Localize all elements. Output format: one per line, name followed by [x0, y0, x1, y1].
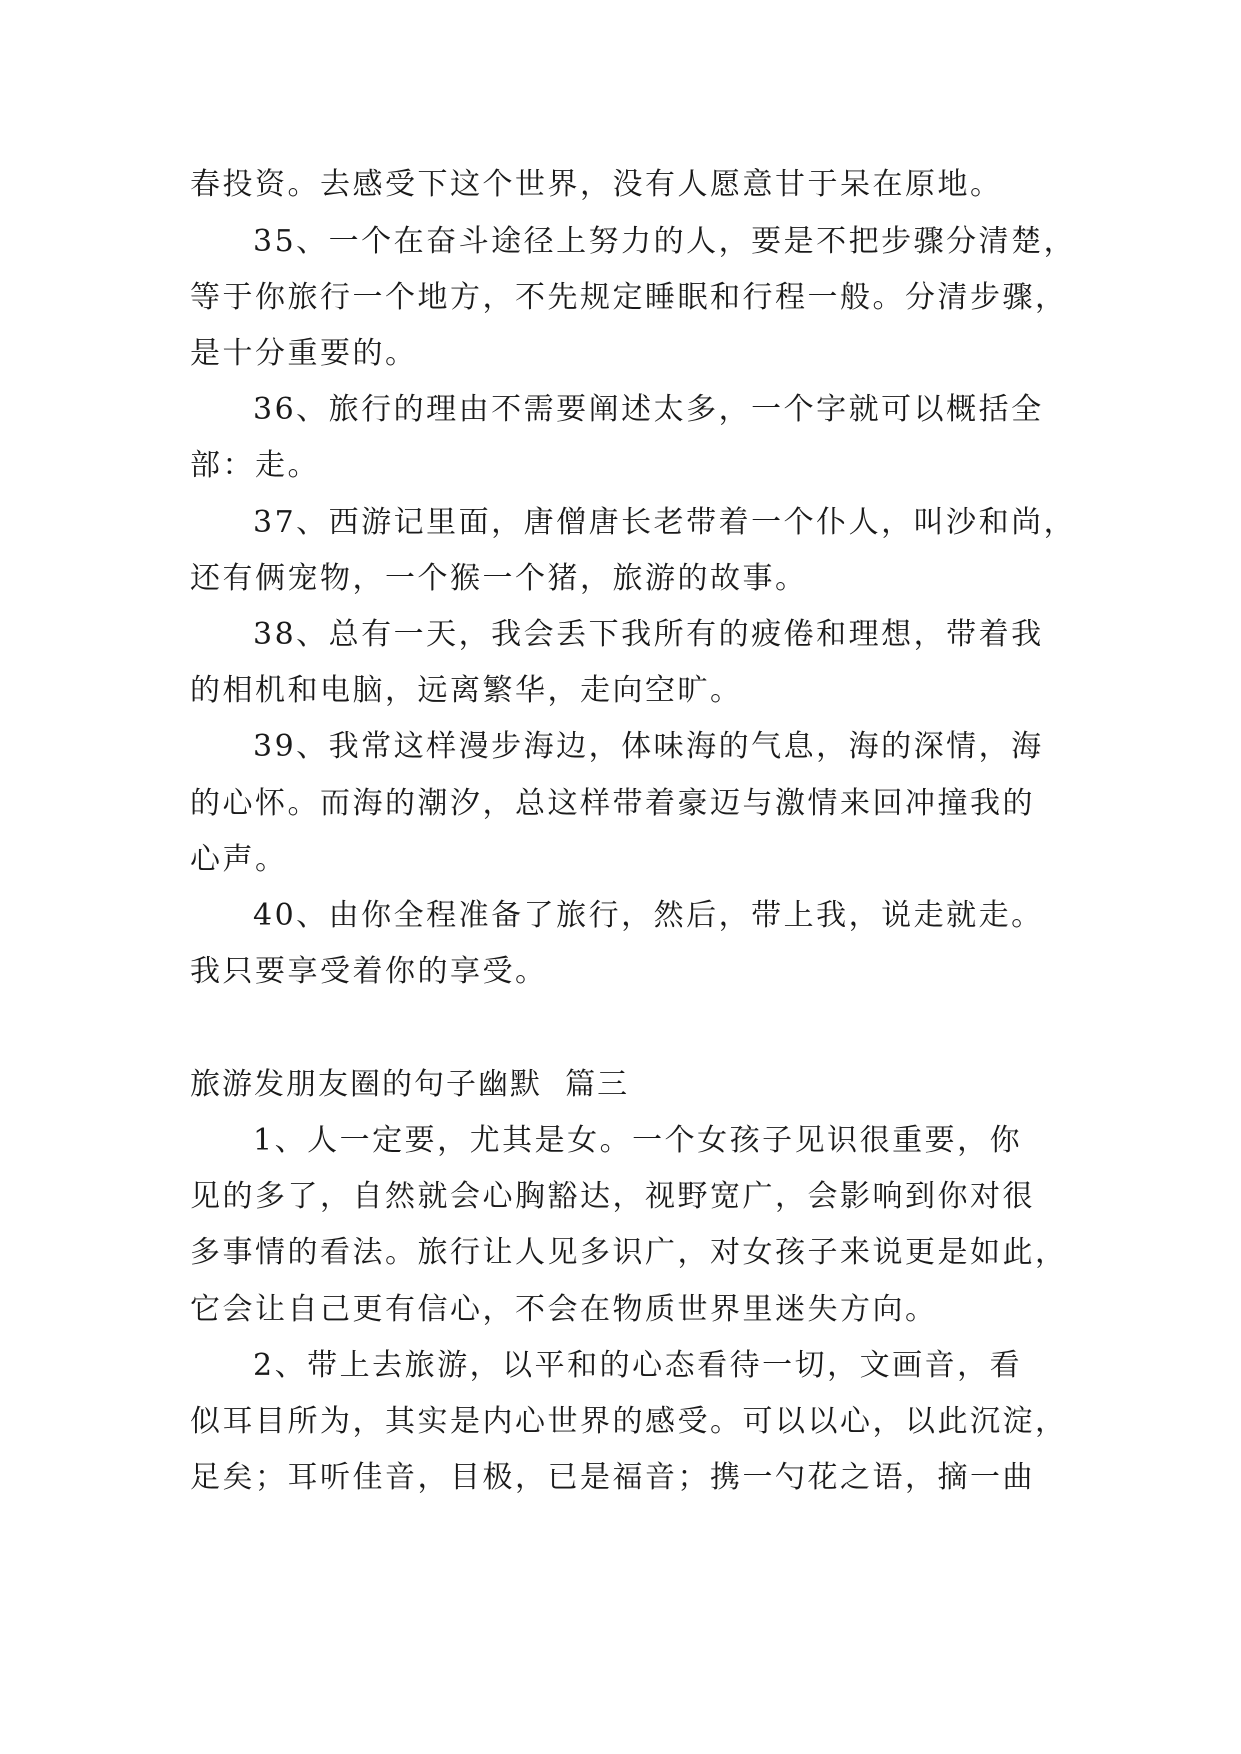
text-line: 部：走。 [190, 448, 320, 483]
list-item-1: 1、人一定要，尤其是女。一个女孩子见识很重要，你 [253, 1123, 1023, 1158]
text-line: 的相机和电脑，远离繁华，走向空旷。 [190, 673, 743, 708]
text-line: 多事情的看法。旅行让人见多识广，对女孩子来说更是如此， [190, 1235, 1068, 1270]
list-item-37: 37、西游记里面，唐僧唐长老带着一个仆人，叫沙和尚， [253, 505, 1077, 540]
text-line: 它会让自己更有信心，不会在物质世界里迷失方向。 [190, 1292, 938, 1327]
list-item-38: 38、总有一天，我会丢下我所有的疲倦和理想，带着我 [253, 617, 1044, 652]
text-line: 等于你旅行一个地方，不先规定睡眠和行程一般。分清步骤， [190, 280, 1068, 315]
text-line: 似耳目所为，其实是内心世界的感受。可以以心，以此沉淀， [190, 1404, 1068, 1439]
text-line: 见的多了，自然就会心胸豁达，视野宽广，会影响到你对很 [190, 1179, 1035, 1214]
list-item-39: 39、我常这样漫步海边，体味海的气息，海的深情，海 [253, 729, 1044, 764]
list-item-2: 2、带上去旅游，以平和的心态看待一切，文画音，看 [253, 1348, 1023, 1383]
text-line: 心声。 [190, 842, 288, 877]
text-line: 春投资。去感受下这个世界，没有人愿意甘于呆在原地。 [190, 167, 1003, 202]
text-line: 还有俩宠物，一个猴一个猪，旅游的故事。 [190, 561, 808, 596]
section-heading: 旅游发朋友圈的句子幽默 篇三 [190, 1067, 630, 1102]
list-item-35: 35、一个在奋斗途径上努力的人，要是不把步骤分清楚， [253, 224, 1077, 259]
list-item-36: 36、旅行的理由不需要阐述太多，一个字就可以概括全 [253, 392, 1044, 427]
text-line: 的心怀。而海的潮汐，总这样带着豪迈与激情来回冲撞我的 [190, 786, 1035, 821]
text-line: 我只要享受着你的享受。 [190, 954, 548, 989]
list-item-40: 40、由你全程准备了旅行，然后，带上我，说走就走。 [253, 898, 1044, 933]
text-line: 是十分重要的。 [190, 336, 418, 371]
text-line: 足矣；耳听佳音，目极，已是福音；携一勺花之语，摘一曲 [190, 1460, 1035, 1495]
